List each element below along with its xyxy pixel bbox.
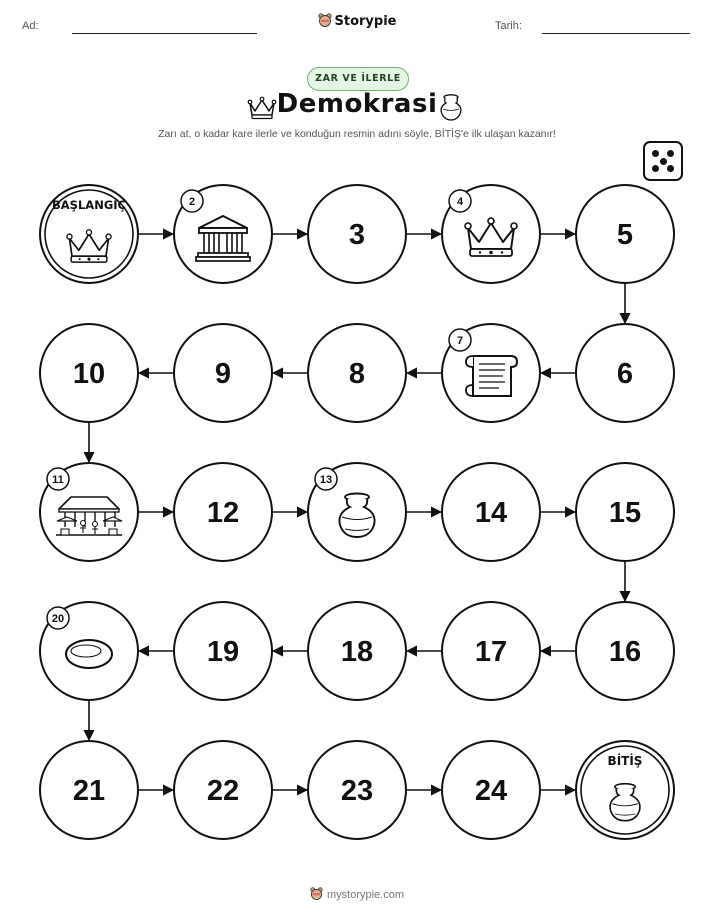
- voting-pebble-icon: [66, 640, 112, 668]
- board-space-19: [174, 602, 272, 700]
- date-label: Tarih:: [495, 20, 522, 32]
- space-number: 17: [474, 636, 508, 668]
- space-badge-number: 13: [319, 474, 333, 486]
- space-number: 10: [72, 358, 106, 390]
- footer-url[interactable]: mystorypie.com: [326, 889, 405, 901]
- board-space-3: [308, 185, 406, 283]
- brand-name: Storypie: [334, 14, 397, 29]
- space-number: 6: [616, 358, 634, 390]
- board-space-14: [442, 463, 540, 561]
- space-badge-number: 7: [456, 335, 464, 347]
- space-number: 15: [608, 497, 642, 529]
- bear-logo-icon: [310, 887, 323, 900]
- board-space-23: [308, 741, 406, 839]
- space-number: 5: [616, 219, 634, 251]
- board-space-22: [174, 741, 272, 839]
- board-space-15: [576, 463, 674, 561]
- board-cells: [40, 185, 674, 839]
- space-number: 16: [608, 636, 642, 668]
- board-space-10: [40, 324, 138, 422]
- board-space-9: [174, 324, 272, 422]
- space-number: 3: [348, 219, 366, 251]
- space-number: 19: [206, 636, 240, 668]
- finish-label: BİTİŞ: [607, 754, 643, 768]
- start-label: BAŞLANGIÇ: [52, 198, 126, 212]
- space-number: 8: [348, 358, 366, 390]
- board-space-5: [576, 185, 674, 283]
- finish-space: [576, 741, 674, 839]
- space-number: 9: [214, 358, 232, 390]
- board-space-11: [40, 463, 138, 561]
- board-space-17: [442, 602, 540, 700]
- board-space-7: [442, 324, 540, 422]
- footer: [0, 887, 714, 901]
- board-space-12: [174, 463, 272, 561]
- space-number: 21: [72, 775, 106, 807]
- board-space-2: [174, 185, 272, 283]
- space-badge-number: 4: [456, 196, 464, 208]
- board-space-8: [308, 324, 406, 422]
- name-label: Ad:: [22, 20, 39, 32]
- space-badge-number: 2: [188, 196, 196, 208]
- board-space-21: [40, 741, 138, 839]
- board-space-16: [576, 602, 674, 700]
- board-space-18: [308, 602, 406, 700]
- space-number: 24: [474, 775, 508, 807]
- board-space-24: [442, 741, 540, 839]
- page-title: Demokrasi: [276, 89, 438, 119]
- board-space-6: [576, 324, 674, 422]
- board-space-4: [442, 185, 540, 283]
- start-space: [40, 185, 138, 283]
- game-type-badge: ZAR VE İLERLE: [307, 67, 409, 91]
- space-badge-number: 20: [51, 613, 65, 625]
- board-space-20: [40, 602, 138, 700]
- instructions-text: Zarı at, o kadar kare ilerle ve konduğun resmin adını söyle. BİTİŞ'e ilk ulaşan kazanır!: [158, 128, 556, 140]
- board-space-13: [308, 463, 406, 561]
- space-number: 12: [206, 497, 240, 529]
- space-number: 14: [474, 497, 508, 529]
- space-number: 22: [206, 775, 240, 807]
- space-number: 23: [340, 775, 374, 807]
- space-badge-number: 11: [52, 474, 64, 486]
- scroll-icon: [466, 356, 517, 396]
- space-number: 18: [340, 636, 374, 668]
